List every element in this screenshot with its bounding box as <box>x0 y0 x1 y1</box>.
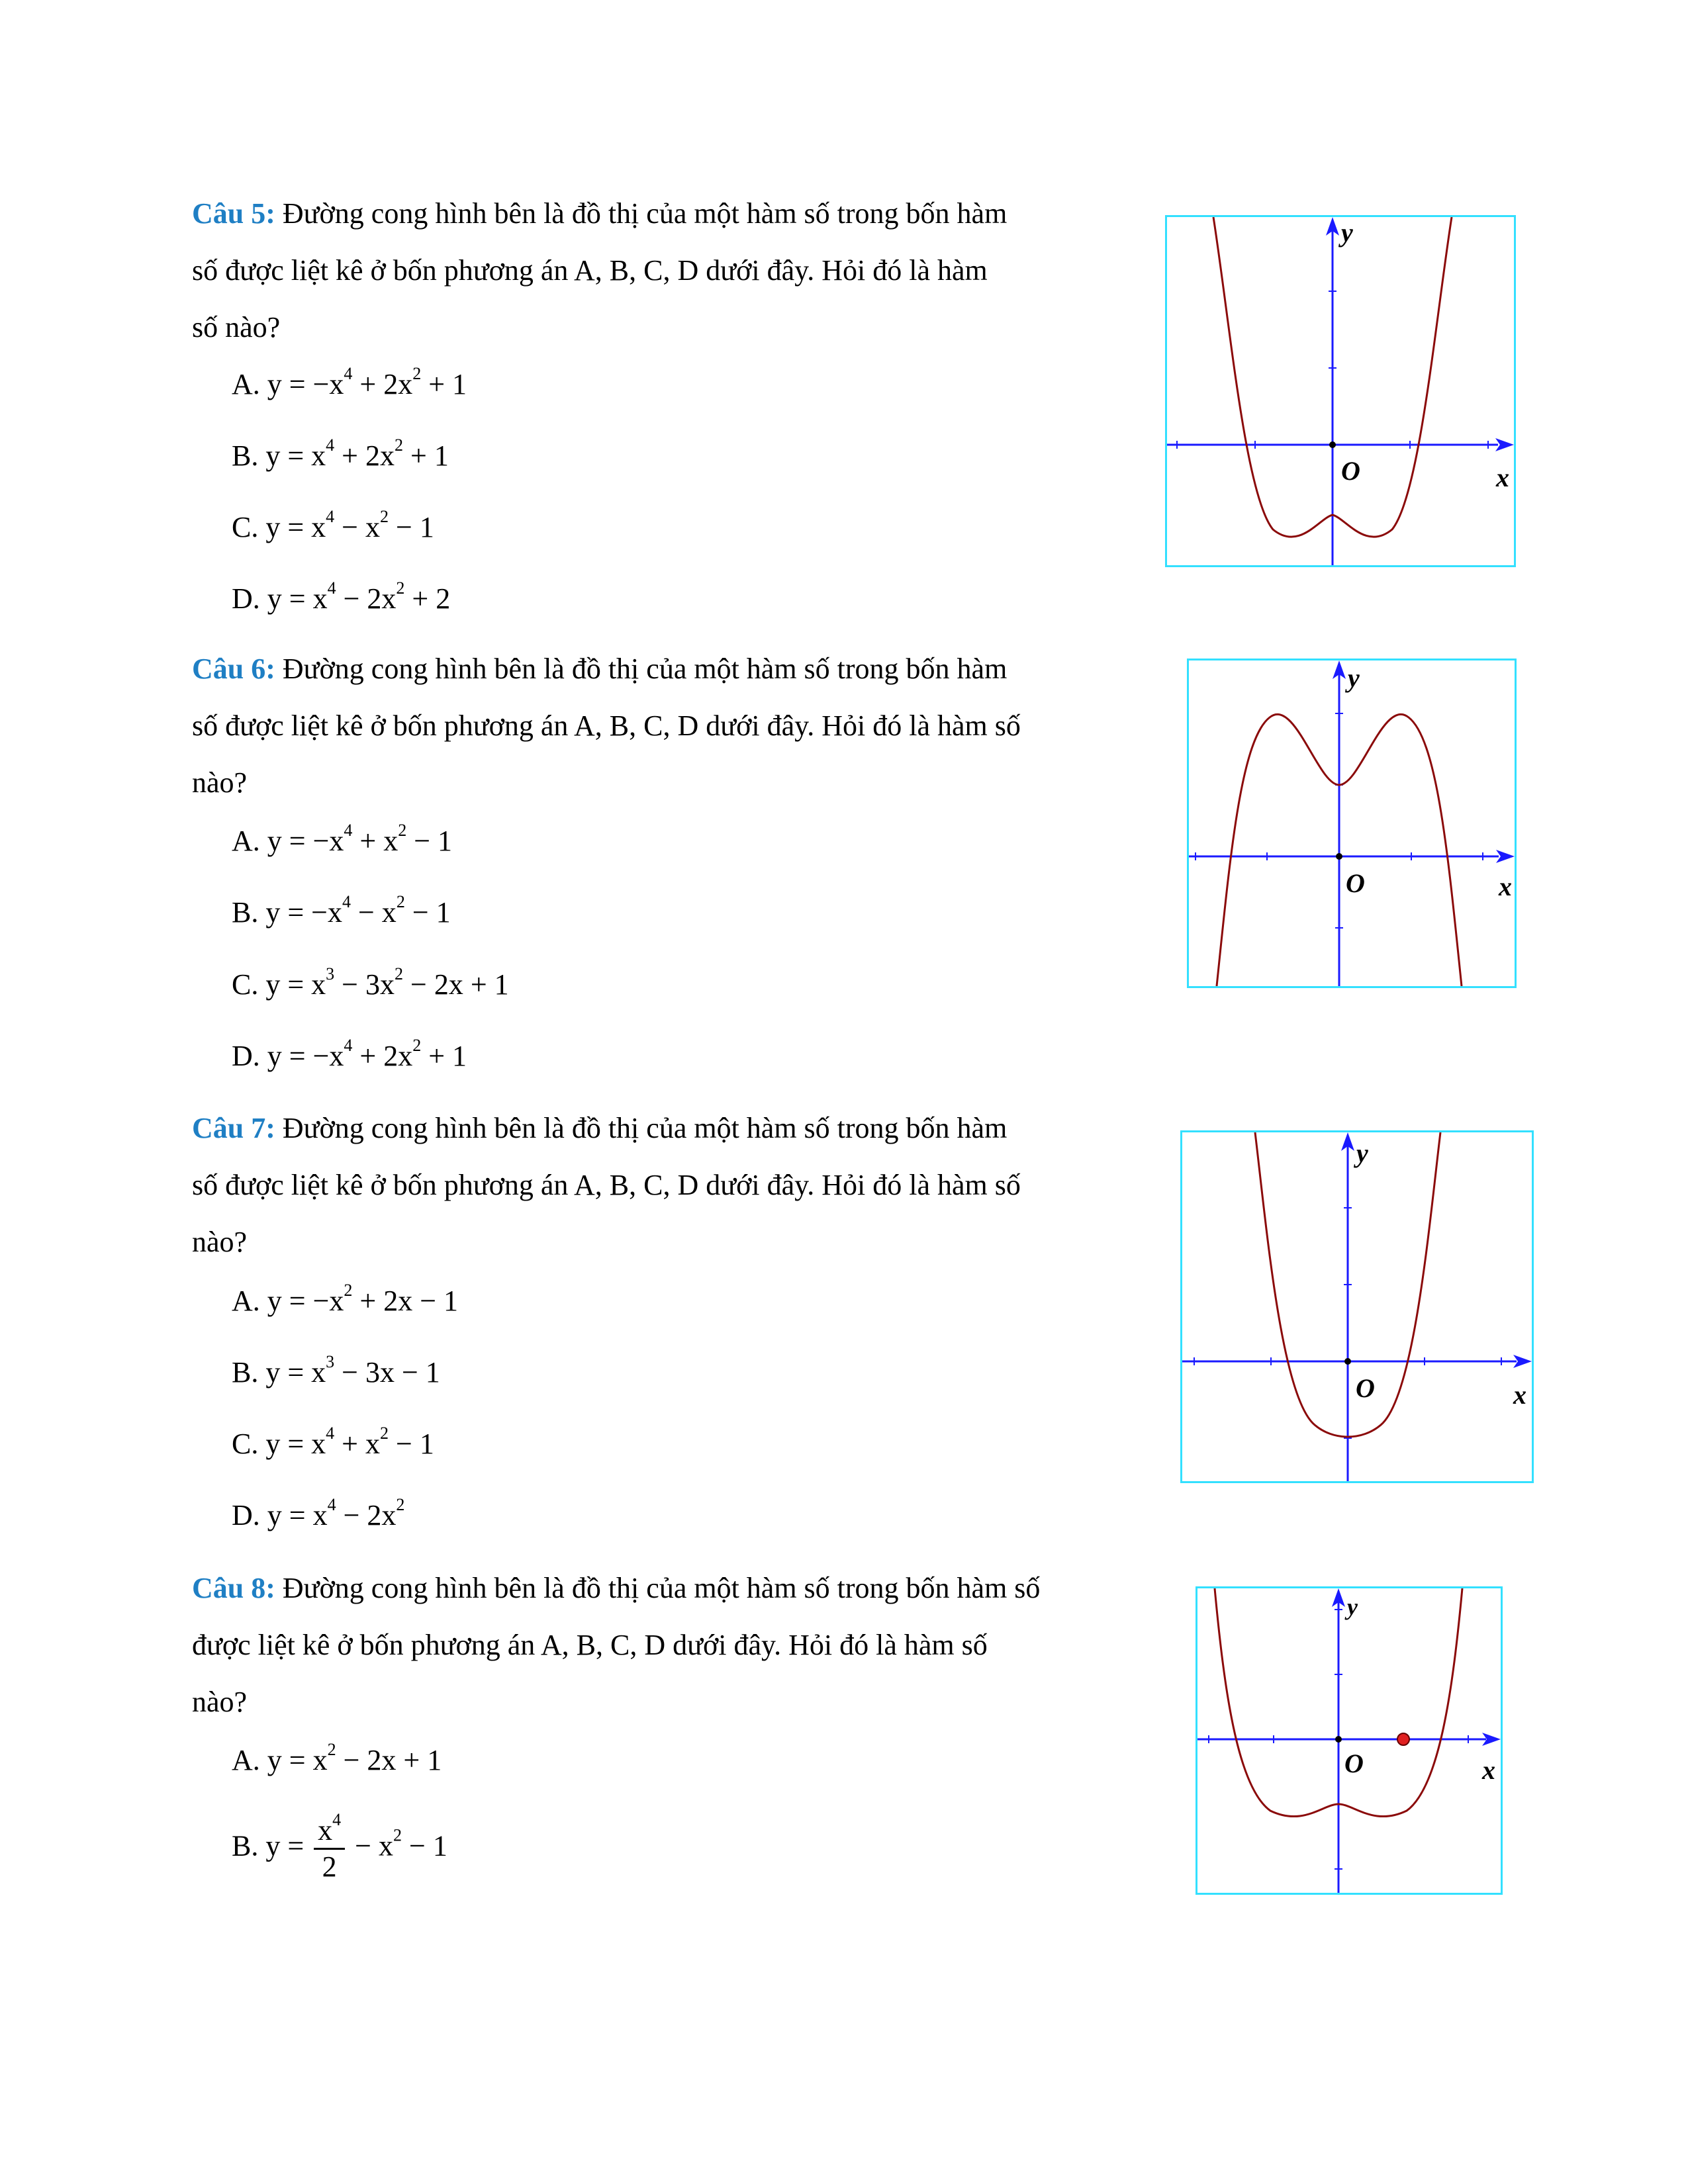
question-7-line1: Đường cong hình bên là đồ thị của một hàm số trong bốn hàm <box>282 1112 1008 1144</box>
q5-option-c[interactable]: C. $y = x^4 - x^2 - 1$ <box>232 507 434 543</box>
origin-dot <box>1329 441 1336 448</box>
q5-graph-svg <box>1167 217 1514 565</box>
question-6-stem <box>192 641 1021 811</box>
q8-option-a[interactable]: A. $y = x^2 - 2x + 1$ <box>232 1740 442 1776</box>
q6-option-d[interactable]: D. $y = -x^4 + 2x^2 + 1$ <box>232 1036 467 1072</box>
question-8-label: Câu 8: <box>192 1572 275 1604</box>
question-5-stem <box>192 185 1007 356</box>
origin-label: O <box>1356 1373 1375 1403</box>
q6-option-b[interactable]: B. $y = -x^4 - x^2 - 1$ <box>232 892 451 929</box>
q7-option-d[interactable]: D. $y = x^4 - 2x^2$ <box>232 1495 405 1531</box>
q7-graph <box>1180 1130 1534 1483</box>
q5-option-a[interactable]: A. $y = -x^4 + 2x^2 + 1$ <box>232 364 467 400</box>
y-label: y <box>1348 663 1360 693</box>
question-5-label: Câu 5: <box>192 197 275 230</box>
q6-graph-svg <box>1189 660 1515 986</box>
q8-graph-svg <box>1197 1588 1501 1893</box>
question-6-line2: số được liệt kê ở bốn phương án A, B, C, D dưới đây. Hỏi đó là hàm số <box>192 709 1021 742</box>
q6-option-a[interactable]: A. $y = -x^4 + x^2 - 1$ <box>232 821 453 857</box>
x-label: x <box>1496 463 1509 492</box>
x-label: x <box>1482 1755 1495 1785</box>
x-axis-arrow-icon <box>1495 438 1514 451</box>
origin-label: O <box>1344 1749 1364 1778</box>
x-label: x <box>1513 1380 1526 1410</box>
y-label: y <box>1356 1138 1368 1168</box>
question-8-stem <box>192 1560 1040 1731</box>
origin-label: O <box>1346 868 1365 898</box>
question-5-line1: Đường cong hình bên là đồ thị của một hàm số trong bốn hàm <box>282 197 1008 230</box>
x-axis-arrow-icon <box>1496 850 1515 863</box>
question-6-line3: nào? <box>192 766 248 799</box>
q7-option-b[interactable]: B. $y = x^3 - 3x - 1$ <box>232 1352 440 1388</box>
question-7-stem <box>192 1100 1021 1271</box>
y-label: y <box>1341 218 1353 248</box>
y-label: y <box>1347 1594 1358 1620</box>
highlighted-point <box>1397 1733 1409 1745</box>
question-6-label: Câu 6: <box>192 653 275 685</box>
question-5-line2: số được liệt kê ở bốn phương án A, B, C, D dưới đây. Hỏi đó là hàm <box>192 254 988 287</box>
origin-dot <box>1335 1736 1342 1743</box>
x-label: x <box>1499 872 1512 901</box>
question-7-label: Câu 7: <box>192 1112 275 1144</box>
question-8-line3: nào? <box>192 1686 248 1718</box>
question-7-line3: nào? <box>192 1226 248 1258</box>
q8-option-b[interactable]: B. y = $\frac{x^4}{2}$ − $x^2 - 1$ <box>232 1810 447 1883</box>
question-8-line2: được liệt kê ở bốn phương án A, B, C, D dưới đây. Hỏi đó là hàm số <box>192 1629 988 1661</box>
q5-graph <box>1165 215 1516 567</box>
q5-option-d[interactable]: D. $y = x^4 - 2x^2 + 2$ <box>232 578 451 615</box>
origin-dot <box>1344 1358 1351 1365</box>
q6-graph <box>1187 659 1517 988</box>
question-7-line2: số được liệt kê ở bốn phương án A, B, C, D dưới đây. Hỏi đó là hàm số <box>192 1169 1021 1201</box>
question-5-line3: số nào? <box>192 311 281 343</box>
q7-option-a[interactable]: A. $y = -x^2 + 2x - 1$ <box>232 1281 459 1317</box>
q6-option-c[interactable]: C. $y = x^3 - 3x^2 - 2x + 1$ <box>232 964 509 1001</box>
q7-option-c[interactable]: C. $y = x^4 + x^2 - 1$ <box>232 1424 434 1460</box>
q7-graph-svg <box>1182 1132 1532 1481</box>
origin-dot <box>1336 853 1342 860</box>
fraction: $\frac{x^4}{2}$ <box>314 1813 345 1884</box>
origin-label: O <box>1341 456 1360 486</box>
q5-option-b[interactable]: B. $y = x^4 + 2x^2 + 1$ <box>232 435 449 472</box>
q8-graph <box>1196 1586 1503 1895</box>
question-6-line1: Đường cong hình bên là đồ thị của một hàm số trong bốn hàm <box>282 653 1008 685</box>
question-8-line1: Đường cong hình bên là đồ thị của một hàm số trong bốn hàm số <box>282 1572 1041 1604</box>
